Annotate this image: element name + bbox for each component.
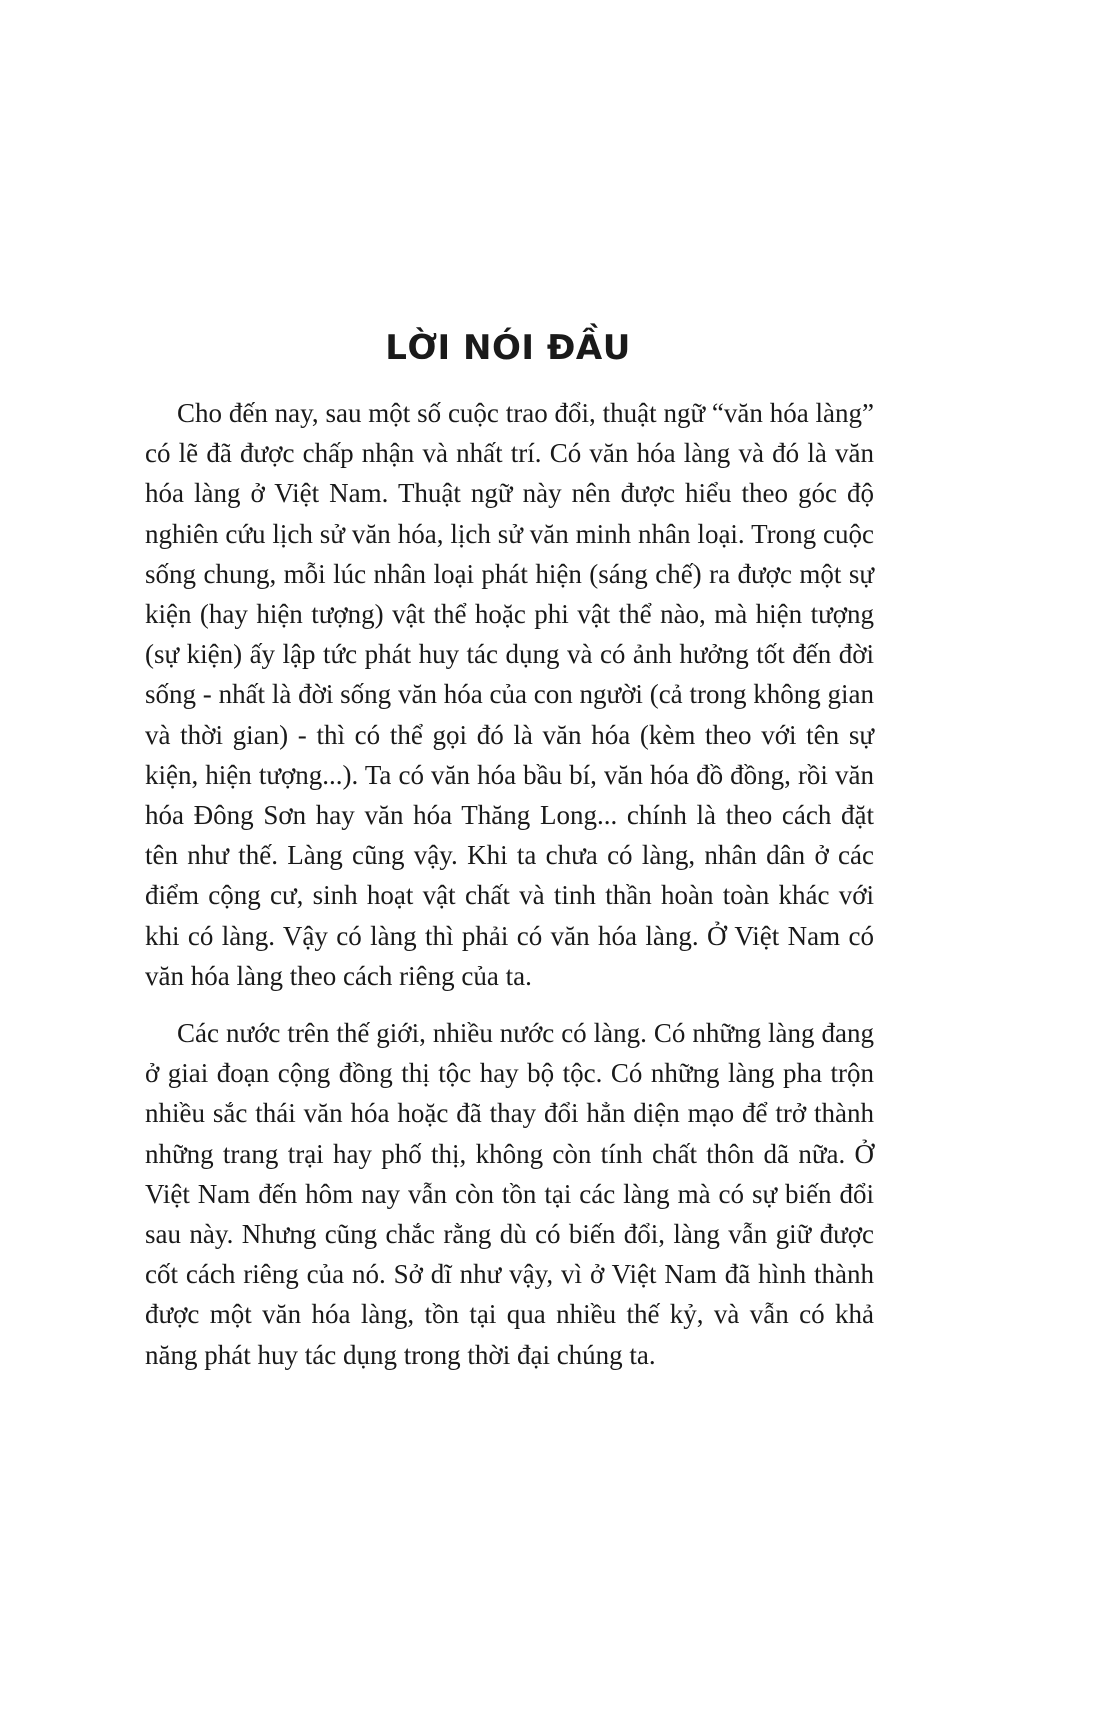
paragraph-1: Cho đến nay, sau một số cuộc trao đổi, thuật ngữ “văn hóa làng” có lẽ đã được chấp nhận và nhất trí. Có văn hóa làng và đó là văn hóa làng ở Việt Nam. Thuật ngữ này nên được hiểu theo góc độ nghiên cứu lịch sử văn hóa, lịch sử văn minh nhân loại. Trong cuộc sống chung, mỗi lúc nhân loại phát hiện (sáng chế) ra được một sự kiện (hay hiện tượng) vật thể hoặc phi vật thể nào, mà hiện tượng (sự kiện) ấy lập tức phát huy tác dụng và có ảnh hưởng tốt đến đời sống - nhất là đời sống văn hóa của con người (cả trong không gian và thời gian) - thì có thể gọi đó là văn hóa (kèm theo với tên sự kiện, hiện tượng...). Ta có văn hóa bầu bí, văn hóa đồ đồng, rồi văn hóa Đông Sơn hay văn hóa Thăng Long... chính là theo cách đặt tên như thế. Làng cũng vậy. Khi ta chưa có làng, nhân dân ở các điểm cộng cư, sinh hoạt vật chất và tinh thần hoàn toàn khác với khi có làng. Vậy có làng thì phải có văn hóa làng. Ở Việt Nam có văn hóa làng theo cách riêng của ta. (145, 398, 874, 991)
page-title: LỜI NÓI ĐẦU (385, 327, 631, 368)
body-text (145, 393, 874, 1375)
paragraph-2: Các nước trên thế giới, nhiều nước có làng. Có những làng đang ở giai đoạn cộng đồng thị tộc hay bộ tộc. Có những làng pha trộn nhiều sắc thái văn hóa hoặc đã thay đổi hẳn diện mạo để trở thành những trang trại hay phố thị, không còn tính chất thôn dã nữa. Ở Việt Nam đến hôm nay vẫn còn tồn tại các làng mà có sự biến đổi sau này. Nhưng cũng chắc rằng dù có biến đổi, làng vẫn giữ được cốt cách riêng của nó. Sở dĩ như vậy, vì ở Việt Nam đã hình thành được một văn hóa làng, tồn tại qua nhiều thế kỷ, và vẫn có khả năng phát huy tác dụng trong thời đại chúng ta. (145, 1018, 874, 1370)
